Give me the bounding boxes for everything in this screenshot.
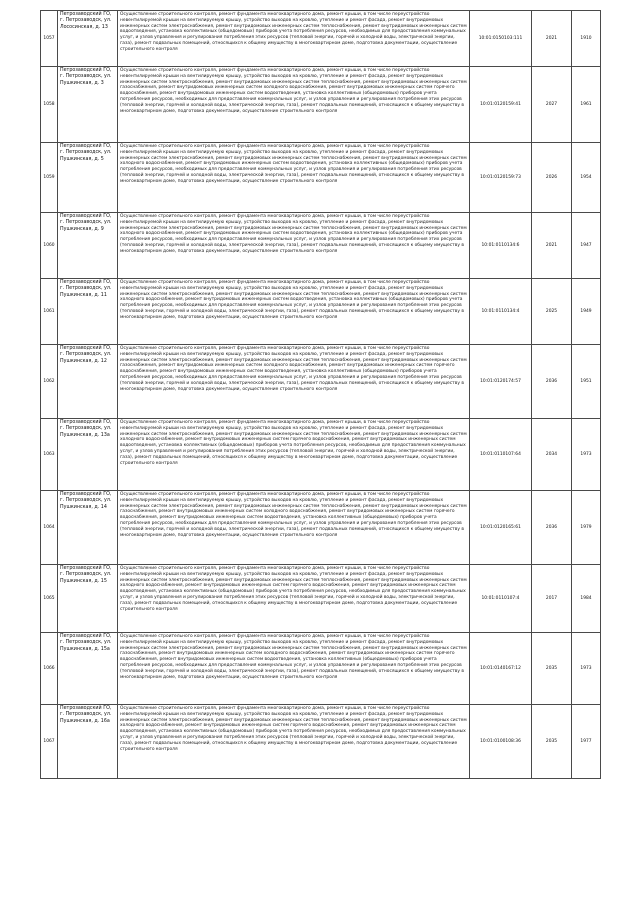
works-description-cell: Осуществление строительного контроля, ремонт фундамента многоквартирного дома, ремонт крыши, в том числе переустройство невентилируемой крыши на вентилируемую крышу, устройство выходов на кровлю, утепление и ремонт фасада, ремонт внутридомовых инженерных систем электроснабжения, ремонт внутридомовых инженерных систем теплоснабжения, ремонт внутридомовых инженерных систем газоснабжения, ремонт внутридомовых инженерных систем холодного водоснабжения, ремонт внутридомовых инженерных систем горячего водоснабжения, ремонт внутридомовых инженерных систем водоотведения, установка коллективных (общедомовых) приборов учета потребления ресурсов, необходимых для предоставления коммунальных услуг, и узлов управления и регулирования потребления этих ресурсов (тепловой энергии, горячей и холодной воды, электрической энергии, газа), ремонт подвальных помещений, относящихся к общему имуществу в многоквартирном доме, подготовка документации, осуществление строительного контроля (118, 491, 470, 565)
row-number: 1063 (41, 419, 58, 491)
construction-year-cell: 1979 (572, 491, 601, 565)
construction-year-cell: 1973 (572, 633, 601, 705)
cadastral-number-cell: 10:01:0110107:64 (470, 419, 532, 491)
planned-year-cell: 2017 (532, 565, 572, 633)
table-row (41, 565, 601, 633)
planned-year-cell: 2035 (532, 705, 572, 779)
cadastral-number-cell: 10:01:0100108:36 (470, 705, 532, 779)
address-cell: Петрозаводский ГО, г. Петрозаводск, ул. Пушкинская, д. 9 (58, 213, 118, 279)
works-description-cell: Осуществление строительного контроля, ремонт фундамента многоквартирного дома, ремонт крыши, в том числе переустройство невентилируемой крыши на вентилируемую крышу, устройство выходов на кровлю, утепление и ремонт фасада, ремонт внутридомовых инженерных систем электроснабжения, ремонт внутридомовых инженерных систем теплоснабжения, ремонт внутридомовых инженерных систем газоснабжения, ремонт внутридомовых инженерных систем холодного водоснабжения, ремонт внутридомовых инженерных систем горячего водоснабжения, ремонт внутридомовых инженерных систем водоотведения, установка коллективных (общедомовых) приборов учета потребления ресурсов, необходимых для предоставления коммунальных услуг, и узлов управления и регулирования потребления этих ресурсов (тепловой энергии, горячей и холодной воды, электрической энергии, газа), ремонт подвальных помещений, относящихся к общему имуществу в многоквартирном доме, подготовка документации, осуществление строительного контроля (118, 67, 470, 143)
cadastral-number-cell: 10:01:0120159:73 (470, 143, 532, 213)
planned-year-cell: 2021 (532, 11, 572, 67)
planned-year-cell: 2036 (532, 491, 572, 565)
address-cell: Петрозаводский ГО, г. Петрозаводск, ул. Пушкинская, д. 15 (58, 565, 118, 633)
cadastral-number-cell: 10:01:0110107:4 (470, 565, 532, 633)
works-description-cell: Осуществление строительного контроля, ремонт фундамента многоквартирного дома, ремонт крыши, в том числе переустройство невентилируемой крыши на вентилируемую крышу, устройство выходов на кровлю, утепление и ремонт фасада, ремонт внутридомовых инженерных систем электроснабжения, ремонт внутридомовых инженерных систем теплоснабжения, ремонт внутридомовых инженерных систем холодного водоснабжения, ремонт внутридомовых инженерных систем горячего водоснабжения, ремонт внутридомовых инженерных систем водоотведения, установка коллективных (общедомовых) приборов учета потребления ресурсов, необходимых для предоставления коммунальных услуг, и узлов управления и регулирования потребления этих ресурсов (тепловой энергии, горячей и холодной воды, электрической энергии, газа), ремонт подвальных помещений, относящихся к общему имуществу в многоквартирном доме, подготовка документации, осуществление строительного контроля (118, 705, 470, 779)
table-row (41, 705, 601, 779)
planned-year-cell: 2027 (532, 67, 572, 143)
row-number: 1058 (41, 67, 58, 143)
row-number: 1064 (41, 491, 58, 565)
planned-year-cell: 2021 (532, 213, 572, 279)
table-row (41, 633, 601, 705)
table-row (41, 67, 601, 143)
capital-repair-table (40, 10, 601, 779)
planned-year-cell: 2034 (532, 419, 572, 491)
construction-year-cell: 1977 (572, 705, 601, 779)
works-description-cell: Осуществление строительного контроля, ремонт фундамента многоквартирного дома, ремонт крыши, в том числе переустройство невентилируемой крыши на вентилируемую крышу, устройство выходов на кровлю, утепление и ремонт фасада, ремонт внутридомовых инженерных систем электроснабжения, ремонт внутридомовых инженерных систем теплоснабжения, ремонт внутридомовых инженерных систем холодного водоснабжения, ремонт внутридомовых инженерных систем горячего водоснабжения, ремонт внутридомовых инженерных систем водоотведения, установка коллективных (общедомовых) приборов учета потребления ресурсов, необходимых для предоставления коммунальных услуг, и узлов управления и регулирования потребления этих ресурсов (тепловой энергии, горячей и холодной воды, электрической энергии, газа), ремонт подвальных помещений, относящихся к общему имуществу в многоквартирном доме, подготовка документации, осуществление строительного контроля (118, 565, 470, 633)
row-number: 1067 (41, 705, 58, 779)
address-cell: Петрозаводский ГО, г. Петрозаводск, ул. Пушкинская, д. 13а (58, 419, 118, 491)
works-description-cell: Осуществление строительного контроля, ремонт фундамента многоквартирного дома, ремонт крыши, в том числе переустройство невентилируемой крыши на вентилируемую крышу, устройство выходов на кровлю, утепление и ремонт фасада, ремонт внутридомовых инженерных систем электроснабжения, ремонт внутридомовых инженерных систем теплоснабжения, ремонт внутридомовых инженерных систем холодного водоснабжения, ремонт внутридомовых инженерных систем горячего водоснабжения, ремонт внутридомовых инженерных систем водоотведения, установка коллективных (общедомовых) приборов учета потребления ресурсов, необходимых для предоставления коммунальных услуг, и узлов управления и регулирования потребления этих ресурсов (тепловой энергии, горячей и холодной воды, электрической энергии, газа), ремонт подвальных помещений, относящихся к общему имуществу в многоквартирном доме, подготовка документации, осуществление строительного контроля (118, 419, 470, 491)
construction-year-cell: 1961 (572, 67, 601, 143)
cadastral-number-cell: 10:01:0140167:12 (470, 633, 532, 705)
address-cell: Петрозаводский ГО, г. Петрозаводск, ул. Пушкинская, д. 3 (58, 67, 118, 143)
cadastral-number-cell: 10:01:0120159:41 (470, 67, 532, 143)
address-cell: Петрозаводский ГО, г. Петрозаводск, ул. Пушкинская, д. 5 (58, 143, 118, 213)
construction-year-cell: 1947 (572, 213, 601, 279)
address-cell: Петрозаводский ГО, г. Петрозаводск, ул. Пушкинская, д. 12 (58, 345, 118, 419)
construction-year-cell: 1949 (572, 279, 601, 345)
row-number: 1066 (41, 633, 58, 705)
address-cell: Петрозаводский ГО, г. Петрозаводск, ул. Пушкинская, д. 15а (58, 633, 118, 705)
construction-year-cell: 1984 (572, 565, 601, 633)
table-row (41, 143, 601, 213)
works-description-cell: Осуществление строительного контроля, ремонт фундамента многоквартирного дома, ремонт крыши, в том числе переустройство невентилируемой крыши на вентилируемую крышу, устройство выходов на кровлю, утепление и ремонт фасада, ремонт внутридомовых инженерных систем электроснабжения, ремонт внутридомовых инженерных систем теплоснабжения, ремонт внутридомовых инженерных систем водоотведения, установка коллективных (общедомовых) приборов учета потребления ресурсов, необходимых для предоставления коммунальных услуг, и узлов управления и регулирования потребления этих ресурсов (тепловой энергии, горячей и холодной воды, электрической энергии, газа), ремонт подвальных помещений, относящихся к общему имуществу в многоквартирном доме, подготовка документации, осуществление строительного контроля (118, 11, 470, 67)
works-description-cell: Осуществление строительного контроля, ремонт фундамента многоквартирного дома, ремонт крыши, в том числе переустройство невентилируемой крыши на вентилируемую крышу, устройство выходов на кровлю, утепление и ремонт фасада, ремонт внутридомовых инженерных систем электроснабжения, ремонт внутридомовых инженерных систем теплоснабжения, ремонт внутридомовых инженерных систем газоснабжения, ремонт внутридомовых инженерных систем холодного водоснабжения, ремонт внутридомовых инженерных систем горячего водоснабжения, ремонт внутридомовых инженерных систем водоотведения, установка коллективных (общедомовых) приборов учета потребления ресурсов, необходимых для предоставления коммунальных услуг, и узлов управления и регулирования потребления этих ресурсов (тепловой энергии, горячей и холодной воды, электрической энергии, газа), ремонт подвальных помещений, относящихся к общему имуществу в многоквартирном доме, подготовка документации, осуществление строительного контроля (118, 633, 470, 705)
construction-year-cell: 1973 (572, 419, 601, 491)
planned-year-cell: 2035 (532, 633, 572, 705)
address-cell: Петрозаводский ГО, г. Петрозаводск, ул. Пушкинская, д. 16а (58, 705, 118, 779)
cadastral-number-cell: 10:01:0110134:6 (470, 213, 532, 279)
table-body (41, 11, 601, 779)
row-number: 1060 (41, 213, 58, 279)
table-row (41, 419, 601, 491)
cadastral-number-cell: 10:01:0120174:57 (470, 345, 532, 419)
address-cell: Петрозаводский ГО, г. Петрозаводск, ул. Пушкинская, д. 11 (58, 279, 118, 345)
cadastral-number-cell: 10:01:0110134:4 (470, 279, 532, 345)
row-number: 1065 (41, 565, 58, 633)
row-number: 1057 (41, 11, 58, 67)
row-number: 1059 (41, 143, 58, 213)
table-row (41, 11, 601, 67)
planned-year-cell: 2026 (532, 143, 572, 213)
construction-year-cell: 1951 (572, 345, 601, 419)
works-description-cell: Осуществление строительного контроля, ремонт фундамента многоквартирного дома, ремонт крыши, в том числе переустройство невентилируемой крыши на вентилируемую крышу, устройство выходов на кровлю, утепление и ремонт фасада, ремонт внутридомовых инженерных систем электроснабжения, ремонт внутридомовых инженерных систем теплоснабжения, ремонт внутридомовых инженерных систем холодного водоснабжения, ремонт внутридомовых инженерных систем водоотведения, установка коллективных (общедомовых) приборов учета потребления ресурсов, необходимых для предоставления коммунальных услуг, и узлов управления и регулирования потребления этих ресурсов (тепловой энергии, горячей и холодной воды, электрической энергии, газа), ремонт подвальных помещений, относящихся к общему имуществу в многоквартирном доме, подготовка документации, осуществление строительного контроля (118, 143, 470, 213)
table-row (41, 345, 601, 419)
construction-year-cell: 1910 (572, 11, 601, 67)
address-cell: Петрозаводский ГО, г. Петрозаводск, ул. Пушкинская, д. 14 (58, 491, 118, 565)
table-row (41, 279, 601, 345)
row-number: 1062 (41, 345, 58, 419)
row-number: 1061 (41, 279, 58, 345)
cadastral-number-cell: 10:01:0150103:111 (470, 11, 532, 67)
works-description-cell: Осуществление строительного контроля, ремонт фундамента многоквартирного дома, ремонт крыши, в том числе переустройство невентилируемой крыши на вентилируемую крышу, устройство выходов на кровлю, утепление и ремонт фасада, ремонт внутридомовых инженерных систем электроснабжения, ремонт внутридомовых инженерных систем теплоснабжения, ремонт внутридомовых инженерных систем холодного водоснабжения, ремонт внутридомовых инженерных систем водоотведения, установка коллективных (общедомовых) приборов учета потребления ресурсов, необходимых для предоставления коммунальных услуг, и узлов управления и регулирования потребления этих ресурсов (тепловой энергии, горячей и холодной воды, электрической энергии, газа), ремонт подвальных помещений, относящихся к общему имуществу в многоквартирном доме, подготовка документации, осуществление строительного контроля (118, 279, 470, 345)
table-row (41, 213, 601, 279)
address-cell: Петрозаводский ГО, г. Петрозаводск, ул. Лососинская, д. 13 (58, 11, 118, 67)
works-description-cell: Осуществление строительного контроля, ремонт фундамента многоквартирного дома, ремонт крыши, в том числе переустройство невентилируемой крыши на вентилируемую крышу, устройство выходов на кровлю, утепление и ремонт фасада, ремонт внутридомовых инженерных систем электроснабжения, ремонт внутридомовых инженерных систем теплоснабжения, ремонт внутридомовых инженерных систем холодного водоснабжения, ремонт внутридомовых инженерных систем водоотведения, установка коллективных (общедомовых) приборов учета потребления ресурсов, необходимых для предоставления коммунальных услуг, и узлов управления и регулирования потребления этих ресурсов (тепловой энергии, горячей и холодной воды, электрической энергии, газа), ремонт подвальных помещений, относящихся к общему имуществу в многоквартирном доме, подготовка документации, осуществление строительного контроля (118, 213, 470, 279)
construction-year-cell: 1954 (572, 143, 601, 213)
planned-year-cell: 2036 (532, 345, 572, 419)
planned-year-cell: 2025 (532, 279, 572, 345)
works-description-cell: Осуществление строительного контроля, ремонт фундамента многоквартирного дома, ремонт крыши, в том числе переустройство невентилируемой крыши на вентилируемую крышу, устройство выходов на кровлю, утепление и ремонт фасада, ремонт внутридомовых инженерных систем электроснабжения, ремонт внутридомовых инженерных систем теплоснабжения, ремонт внутридомовых инженерных систем газоснабжения, ремонт внутридомовых инженерных систем холодного водоснабжения, ремонт внутридомовых инженерных систем горячего водоснабжения, ремонт внутридомовых инженерных систем водоотведения, установка коллективных (общедомовых) приборов учета потребления ресурсов, необходимых для предоставления коммунальных услуг, и узлов управления и регулирования потребления этих ресурсов (тепловой энергии, горячей и холодной воды, электрической энергии, газа), ремонт подвальных помещений, относящихся к общему имуществу в многоквартирном доме, подготовка документации, осуществление строительного контроля (118, 345, 470, 419)
table-row (41, 491, 601, 565)
cadastral-number-cell: 10:01:0120165:61 (470, 491, 532, 565)
